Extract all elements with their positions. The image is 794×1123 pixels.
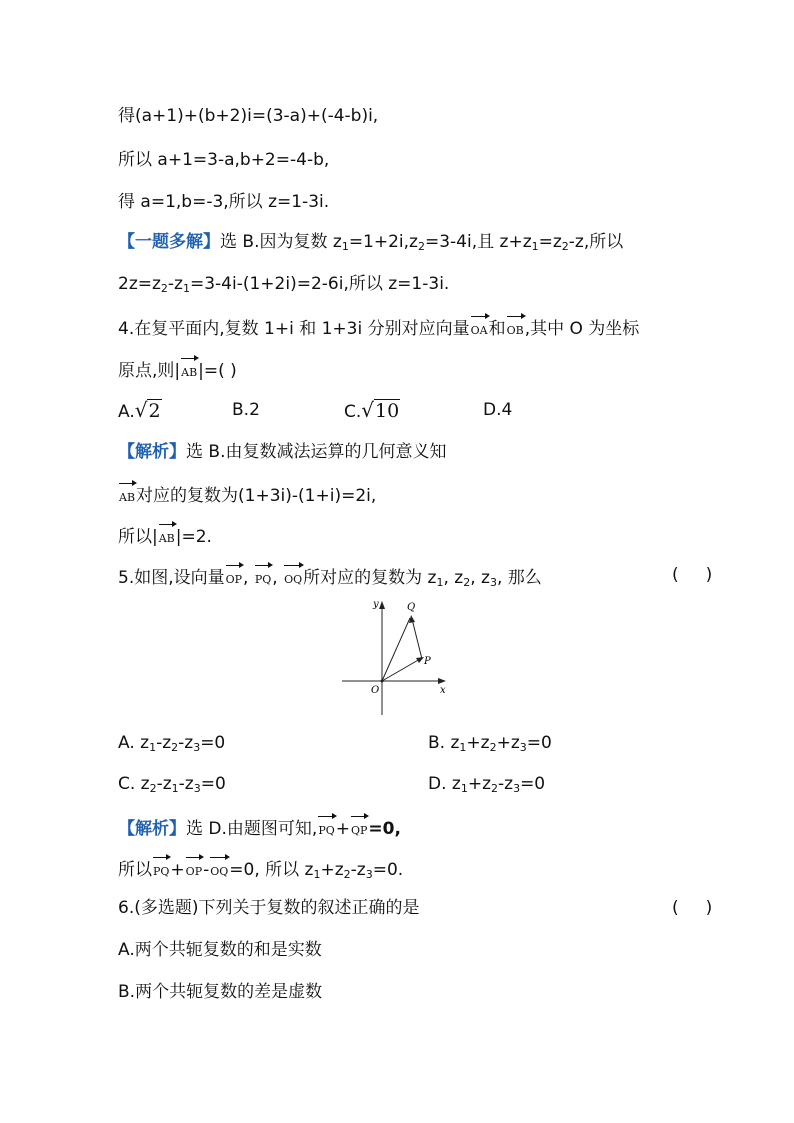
complex-plane-diagram bbox=[340, 597, 450, 717]
question-4-stem: 4.在复平面内,复数 1+i 和 1+3i 分别对应向量OA和OB,其中 O 为坐标 bbox=[118, 314, 639, 343]
option-a: A.√2 bbox=[118, 398, 161, 422]
point-label-q: Q bbox=[407, 602, 416, 613]
question-5-stem: 5.如图,设向量OP, PQ, OQ所对应的复数为 $z_1$, $z_2$, $z_3$, 那么 bbox=[118, 563, 542, 595]
option-b: B. $z_1+z_2+z_3=0$ bbox=[428, 733, 552, 754]
vector-pq: PQ bbox=[255, 563, 271, 592]
option-d: D.4 bbox=[483, 400, 513, 420]
text-line: 所以 a+1=3-a,b+2=-4-b, bbox=[118, 150, 330, 170]
vector-ab: AB bbox=[181, 356, 197, 385]
alt-solution-line: 【一题多解】选 B.因为复数 $z_1=1+2i,z_2=3-4i$,且 $z+z_1=z_2-z$,所以 bbox=[118, 232, 624, 253]
origin-label: O bbox=[371, 685, 380, 696]
vector-ob: OB bbox=[507, 314, 524, 343]
option-a: A. $z_1-z_2-z_3=0$ bbox=[118, 733, 226, 754]
option-d: D. $z_1+z_2-z_3=0$ bbox=[428, 774, 546, 795]
answer-blank: ( ) bbox=[672, 898, 713, 918]
axis-label-x: x bbox=[440, 685, 446, 696]
vector-pq: PQ bbox=[318, 814, 334, 843]
sqrt-icon: √ bbox=[134, 398, 148, 422]
option-a: A.两个共轭复数的和是实数 bbox=[118, 940, 322, 960]
solution-5-line: 【解析】选 D.由题图可知,PQ+QP=0, bbox=[118, 814, 401, 843]
vector-oq: OQ bbox=[210, 855, 228, 884]
solution-tag: 【解析】 bbox=[118, 819, 186, 839]
text-line: 得 a=1,b=-3,所以 z=1-3i. bbox=[118, 192, 330, 212]
text-line: 得(a+1)+(b+2)i=(3-a)+(-4-b)i, bbox=[118, 106, 379, 126]
vector-ab: AB bbox=[119, 481, 135, 510]
vector-oq: OQ bbox=[284, 563, 302, 592]
vector-ab: AB bbox=[159, 522, 175, 551]
alt-solution-line: $2z=z_2-z_1=3-4i-(1+2i)=2-6i$,所以 z=1-3i. bbox=[118, 274, 450, 295]
solution-4-line: 【解析】选 B.由复数减法运算的几何意义知 bbox=[118, 442, 447, 462]
solution-tag: 【解析】 bbox=[118, 442, 186, 462]
question-4-stem: 原点,则|AB|=( ) bbox=[118, 356, 237, 385]
vector-oa: OA bbox=[471, 314, 488, 343]
option-b: B.两个共轭复数的差是虚数 bbox=[118, 982, 323, 1002]
solution-4-line: AB对应的复数为(1+3i)-(1+i)=2i, bbox=[118, 481, 376, 510]
answer-blank: ( ) bbox=[672, 565, 713, 585]
option-c: C. $z_2-z_1-z_3=0$ bbox=[118, 774, 226, 795]
solution-5-line: 所以PQ+OP-OQ=0, 所以 $z_1+z_2-z_3=0$. bbox=[118, 855, 403, 887]
option-b: B.2 bbox=[232, 400, 260, 420]
solution-4-line: 所以|AB|=2. bbox=[118, 522, 212, 551]
axis-label-y: y bbox=[373, 599, 379, 610]
point-label-p: P bbox=[424, 656, 431, 667]
vector-qp: QP bbox=[351, 814, 367, 843]
option-c: C.√10 bbox=[344, 398, 400, 422]
sqrt-icon: √ bbox=[361, 398, 375, 422]
vector-pq: PQ bbox=[153, 855, 169, 884]
alt-solution-tag: 【一题多解】 bbox=[118, 232, 220, 252]
question-6-stem: 6.(多选题)下列关于复数的叙述正确的是 bbox=[118, 898, 420, 918]
vector-figure bbox=[340, 597, 450, 722]
vector-op: OP bbox=[186, 855, 202, 884]
vector-op: OP bbox=[226, 563, 242, 592]
